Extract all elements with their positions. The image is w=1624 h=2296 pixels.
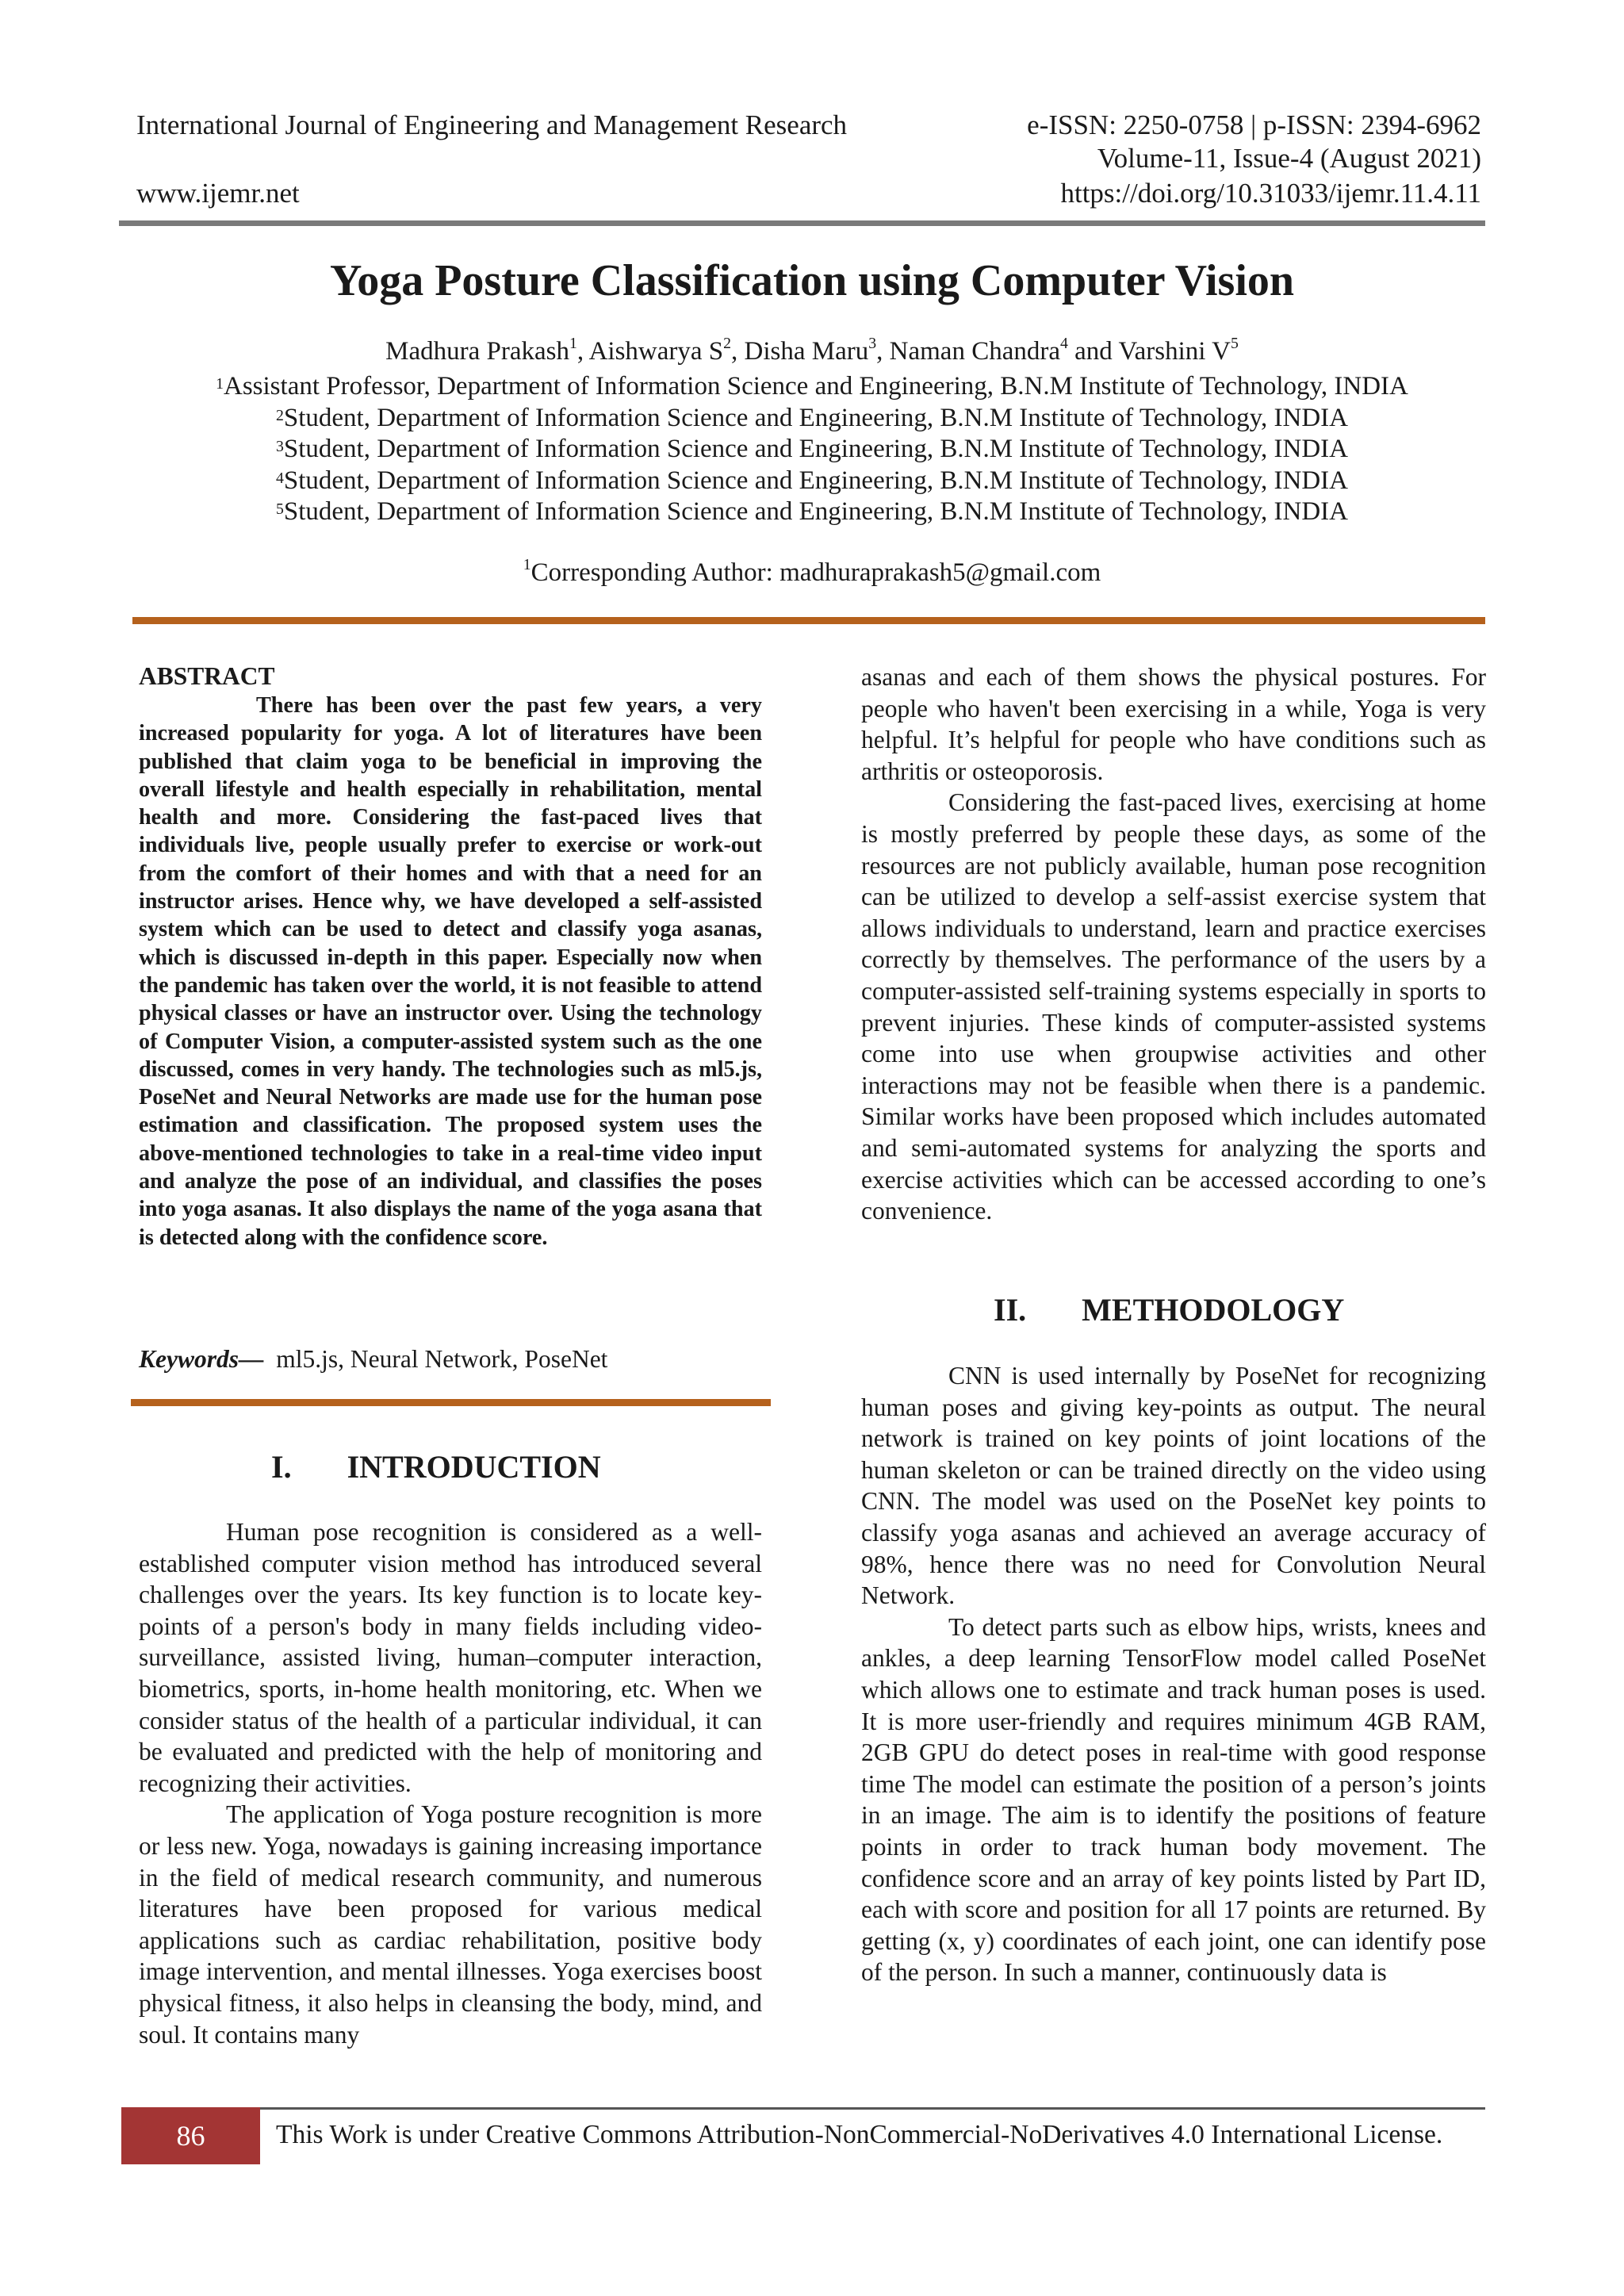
keywords-label: Keywords— — [139, 1345, 264, 1373]
issn: e-ISSN: 2250-0758 | p-ISSN: 2394-6962 — [1027, 109, 1481, 140]
paragraph: The application of Yoga posture recognition is more or less new. Yoga, nowadays is gaining increasing importance in the field of medical research community, and numerous literatures have been proposed for various medical applications such as cardiac rehabilitation, positive body image intervention, and mental illnesses. Yoga exercises boost physical fitness, it also helps in cleansing the body, mind, and soul. It contains many — [139, 1800, 762, 2049]
section-heading-methodology — [994, 1291, 1344, 1328]
affiliation-sup: 2 — [275, 406, 284, 424]
author-name: Disha Maru — [744, 337, 869, 366]
author-name: Aishwarya S — [588, 337, 724, 366]
affiliation-text: Student, Department of Information Science and Engineering, B.N.M Institute of Technology, INDIA — [283, 466, 1348, 495]
footer-divider — [121, 2107, 1485, 2110]
page-number: 86 — [121, 2107, 260, 2164]
author-sup: 3 — [868, 335, 877, 353]
doi-link[interactable]: https://doi.org/10.31033/ijemr.11.4.11 — [1060, 178, 1481, 209]
author-name: Varshini V — [1118, 337, 1231, 366]
affiliation — [0, 371, 1624, 403]
paragraph: Considering the fast-paced lives, exercising at home is mostly preferred by people these days, as some of the resources are not publicly available, human pose recognition can be utilized to develop a self-assist exercise system that allows individuals to understand, learn and practice exercises correctly by themselves. The performance of the users by a computer-assisted self-training systems especially in sports to prevent injuries. These kinds of computer-assisted systems come into use when groupwise activities and other interactions may not be feasible when there is a pandemic. Similar works have been proposed which includes automated and semi-automated systems for analyzing the sports and exercise activities which can be accessed according to one’s convenience. — [861, 788, 1486, 1225]
section-title: INTRODUCTION — [347, 1449, 601, 1485]
journal-website[interactable]: www.ijemr.net — [136, 178, 300, 209]
affiliation-text: Student, Department of Information Science and Engineering, B.N.M Institute of Technology, INDIA — [283, 497, 1348, 526]
methodology-body — [861, 1360, 1486, 1988]
right-column-intro — [861, 661, 1486, 1227]
journal-name: International Journal of Engineering and Management Research — [136, 109, 848, 140]
author-separator: , — [731, 337, 745, 366]
license-notice: This Work is under Creative Commons Attribution-NonCommercial-NoDerivatives 4.0 International License. — [276, 2120, 1443, 2149]
affiliation — [0, 434, 1624, 466]
volume-issue: Volume-11, Issue-4 (August 2021) — [1097, 143, 1481, 174]
author-separator: , — [576, 337, 589, 366]
introduction-body — [139, 1516, 762, 2050]
section-number: II. — [994, 1292, 1027, 1328]
affiliation — [0, 466, 1624, 497]
header-divider — [119, 220, 1485, 226]
corresponding-sup: 1 — [523, 556, 531, 574]
abstract-text: There has been over the past few years, a very increased popularity for yoga. A lot of literatures have been published that claim yoga to be beneficial in improving the overall lifestyle and health especially in rehabilitation, mental health and more. Considering the fast-paced lives that individuals live, people usually prefer to exercise or work-out from the comfort of their homes and with that a need for an instructor arises. Hence why, we have developed a self-assisted system which can be used to detect and classify yoga asanas, which is discussed in-depth in this paper. Especially now when the pandemic has taken over the world, it is not feasible to attend physical classes or have an instructor over. Using the technology of Computer Vision, a computer-assisted system such as the one discussed, comes in very handy. The technologies such as ml5.js, PoseNet and Neural Networks are made use for the human pose estimation and classification. The proposed system uses the above-mentioned technologies to take in a real-time video input and analyze the pose of an individual, and classifies the poses into yoga asanas. It also displays the name of the yoga asana that is detected along with the confidence score. — [139, 693, 762, 1250]
title-divider — [132, 617, 1485, 624]
author-sup: 5 — [1230, 335, 1239, 353]
author-sup: 1 — [569, 335, 577, 353]
author-list — [0, 337, 1624, 366]
abstract-heading: ABSTRACT — [139, 662, 275, 690]
author-separator: , — [876, 337, 890, 366]
paragraph: CNN is used internally by PoseNet for recognizing human poses and giving key-points as output. The neural network is trained on key points of joint locations of the human skeleton or can be trained directly on the video using CNN. The model was used on the PoseNet key points to classify yoga asanas and achieved an average accuracy of 98%, hence there was no need for Convolution Neural Network. — [861, 1362, 1486, 1610]
keywords-text: ml5.js, Neural Network, PoseNet — [276, 1345, 608, 1373]
paragraph: Human pose recognition is considered as a well-established computer vision method has introduced several challenges over the years. Its key function is to locate key-points of a person's body in many fields including video-surveillance, assisted living, human–computer interaction, biometrics, sports, in-home health monitoring, etc. When we consider status of the health of a particular individual, it can be evaluated and predicted with the help of monitoring and recognizing their activities. — [139, 1518, 762, 1797]
author-name: Madhura Prakash — [385, 337, 570, 366]
section-title: METHODOLOGY — [1082, 1292, 1345, 1328]
author-name: Naman Chandra — [889, 337, 1060, 366]
corresponding-text: Corresponding Author: madhuraprakash5@gmail.com — [530, 558, 1101, 587]
affiliation-text: Student, Department of Information Science and Engineering, B.N.M Institute of Technology, INDIA — [283, 435, 1348, 463]
paragraph: To detect parts such as elbow hips, wrists, knees and ankles, a deep learning TensorFlow model called PoseNet which allows one to estimate and track human poses is used. It is more user-friendly and requires minimum 4GB RAM, 2GB GPU do detect poses in real-time with good response time The model can estimate the position of a person’s joints in an image. The aim is to identify the positions of feature points in order to track human body movement. The confidence score and an array of key points listed by Part ID, each with score and position for all 17 points are returned. By getting (x, y) coordinates of each joint, one can identify pose of the person. In such a manner, continuously data is — [861, 1612, 1486, 1987]
keywords — [139, 1345, 607, 1374]
affiliation-sup: 1 — [216, 375, 224, 393]
affiliation-sup: 5 — [275, 500, 284, 519]
affiliation-sup: 3 — [275, 438, 284, 456]
affiliation — [0, 496, 1624, 528]
affiliation-sup: 4 — [275, 469, 284, 487]
paper-title: Yoga Posture Classification using Computer Vision — [329, 256, 1295, 305]
section-heading-introduction — [271, 1448, 601, 1485]
affiliation-text: Assistant Professor, Department of Information Science and Engineering, B.N.M Institute of Technology, INDIA — [224, 372, 1408, 401]
author-separator: and — [1067, 337, 1119, 366]
page-footer — [121, 2107, 1485, 2164]
author-sup: 4 — [1060, 335, 1068, 353]
corresponding-author — [0, 558, 1624, 588]
abstract-divider — [131, 1399, 771, 1406]
author-sup: 2 — [723, 335, 732, 353]
paragraph: asanas and each of them shows the physical postures. For people who haven't been exercising in a while, Yoga is very helpful. It’s helpful for people who have conditions such as arthritis or osteoporosis. — [861, 663, 1486, 785]
affiliation — [0, 403, 1624, 435]
section-number: I. — [271, 1449, 292, 1485]
affiliation-list — [0, 371, 1624, 528]
affiliation-text: Student, Department of Information Science and Engineering, B.N.M Institute of Technology, INDIA — [283, 403, 1348, 432]
